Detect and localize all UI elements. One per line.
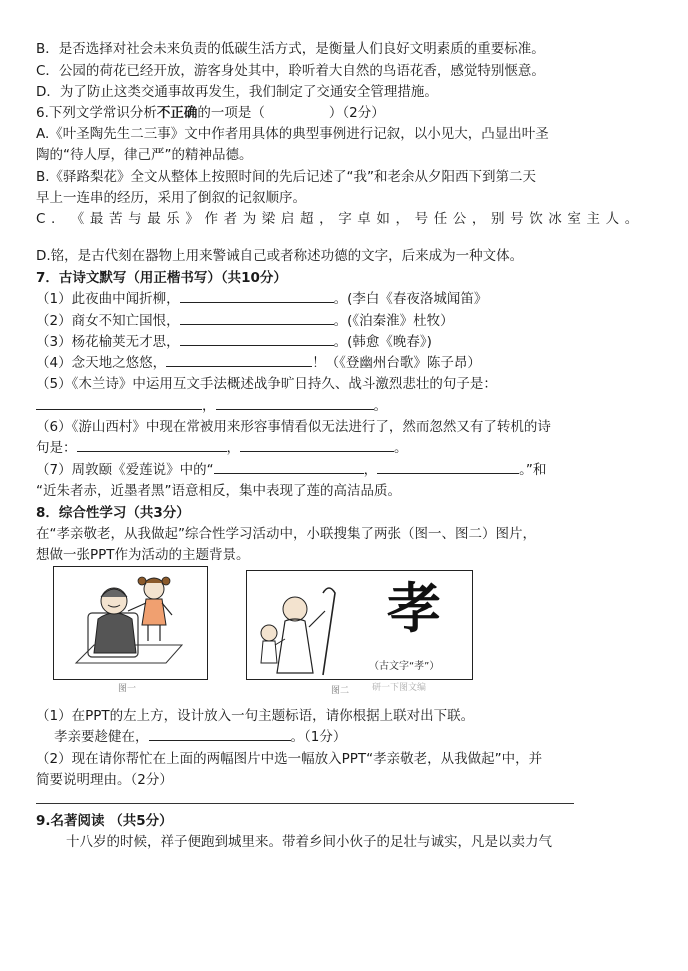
q8-title: 8．综合性学习（共3分）: [36, 505, 190, 521]
q6-stem-part1: 6.下列文学常识分析: [36, 105, 157, 121]
q7-item-2-blank[interactable]: [180, 312, 334, 325]
q6-option-d: D.铭，是古代刻在器物上用来警诫自己或者称述功德的文字，后来成为一种文体。: [36, 248, 524, 264]
q7-item-5-prompt: （5）《木兰诗》中运用互文手法概述战争旷日持久、战斗激烈悲壮的句子是：: [36, 376, 497, 392]
q7-item-7: [36, 461, 546, 479]
q7-item-7-end: 。”和: [519, 462, 547, 478]
q6-stem-bold: 不正确: [156, 105, 198, 121]
q7-item-6-prompt: （6）《游山西村》中现在常被用来形容事情看似无法进行了，然而忽然又有了转机的诗: [36, 419, 551, 435]
figure-2: [246, 570, 473, 680]
q5-option-c: C．公园的荷花已经开放，游客身处其中，聆听着大自然的鸟语花香，感觉特别惬意。: [36, 63, 545, 79]
q7-item-4-prompt: （4）念天地之悠悠，: [36, 355, 167, 371]
q8-sub-1-answer: [54, 728, 346, 746]
q7-item-7-comma: ，: [363, 462, 378, 478]
q7-item-3: [36, 333, 432, 351]
q6-option-b-line2: 早上一连串的经历，采用了倒叙的记叙顺序。: [36, 190, 306, 206]
ancient-xiao-character: 孝: [387, 576, 441, 640]
q7-item-7-prompt: （7）周敦颐《爱莲说》中的“: [36, 462, 214, 478]
q6-stem-part2: 的一项是（: [197, 105, 265, 121]
q7-item-1-prompt: （1）此夜曲中闻折柳，: [36, 291, 180, 307]
q7-item-4: [36, 354, 481, 372]
q8-sub-1: （1）在PPT的左上方，设计放入一句主题标语，请你根据上联对出下联。: [36, 708, 475, 724]
q9-passage-line1: 十八岁的时候，祥子便跑到城里来。带着乡间小伙子的足壮与诚实，凡是以卖力气: [66, 834, 552, 850]
q7-item-1: [36, 290, 487, 308]
figure-2-inner-label: （古文字“孝”）: [369, 661, 440, 672]
q5-option-d: D．为了防止这类交通事故再发生，我们制定了交通安全管理措施。: [36, 84, 438, 100]
q7-item-2-source: 。(《泊秦淮》杜牧）: [333, 313, 454, 329]
watermark: 研一下图文编: [372, 683, 427, 693]
q8-sub-2-line2: 简要说明理由。（2分）: [36, 772, 173, 788]
q9-title: 9.名著阅读 （共5分）: [36, 813, 173, 829]
q7-item-6-lead: 句是：: [36, 440, 77, 456]
q7-item-6-comma: ，: [226, 440, 240, 456]
q7-item-2: [36, 312, 454, 330]
q7-item-3-source: 。(韩愈《晚春》): [333, 334, 432, 350]
q6-option-b-line1: B.《驿路梨花》全文从整体上按照时间的先后记述了“我”和老余从夕阳西下到第二天: [36, 169, 537, 185]
q6-option-c: C. 《最苦与最乐》作者为梁启超，字卓如，号任公，别号饮冰室主人。: [36, 211, 644, 227]
q7-item-7-blank-1[interactable]: [214, 461, 364, 474]
q8-intro-line1: 在“孝亲敬老，从我做起”综合性学习活动中，小联搜集了两张（图一、图二）图片，: [36, 526, 536, 542]
q8-sub-2-line1: （2）现在请你帮忙在上面的两幅图片中选一幅放入PPT“孝亲敬老，从我做起”中，并: [36, 751, 543, 767]
q7-item-6-blank-2[interactable]: [240, 439, 394, 452]
q7-item-1-source: 。(李白《春夜洛城闻笛》: [333, 291, 488, 307]
q7-item-5-blank-1[interactable]: [36, 397, 202, 410]
q7-item-7-continuation: “近朱者赤，近墨者黑”语意相反，集中表现了莲的高洁品质。: [36, 483, 401, 499]
figure-2-caption: 图二: [331, 686, 350, 696]
q7-item-6-answer: [36, 439, 408, 457]
q7-item-4-blank[interactable]: [166, 354, 312, 367]
q7-item-4-source: ！（《登幽州台歌》陈子昂）: [312, 355, 481, 371]
q6-option-a-line1: A.《叶圣陶先生二三事》文中作者用具体的典型事例进行记叙，以小见大，凸显出叶圣: [36, 126, 549, 142]
q7-item-6-blank-1[interactable]: [77, 439, 227, 452]
q8-sub-1-score: 。（1分）: [290, 729, 347, 745]
q7-title: 7．古诗文默写（用正楷书写）（共10分）: [36, 270, 287, 286]
figure-1: [53, 566, 208, 680]
q7-item-5-end: 。: [373, 398, 387, 414]
q7-item-7-blank-2[interactable]: [377, 461, 519, 474]
section-divider: [36, 803, 574, 804]
q8-intro-line2: 想做一张PPT作为活动的主题背景。: [36, 547, 250, 563]
q6-option-a-line2: 陶的“待人厚，律己严”的精神品德。: [36, 147, 253, 163]
q7-item-3-prompt: （3）杨花榆荚无才思，: [36, 334, 180, 350]
q8-sub-1-blank[interactable]: [149, 728, 291, 741]
q7-item-5-blank-2[interactable]: [216, 397, 374, 410]
q7-item-5-comma: ，: [202, 398, 216, 414]
q7-item-2-prompt: （2）商女不知亡国恨，: [36, 313, 180, 329]
q6-stem: [36, 104, 385, 122]
q7-item-5-answer: [36, 397, 387, 415]
q7-item-1-blank[interactable]: [180, 290, 334, 303]
q7-item-6-end: 。: [394, 440, 408, 456]
q6-stem-part3: ）（2分）: [328, 105, 385, 121]
q7-item-3-blank[interactable]: [180, 333, 334, 346]
q5-option-b: B．是否选择对社会未来负责的低碳生活方式，是衡量人们良好文明素质的重要标准。: [36, 41, 545, 57]
q8-sub-1-upper-couplet: 孝亲要趁健在，: [54, 729, 149, 745]
figure-1-illustration: [54, 567, 207, 679]
figure-1-caption: 图一: [118, 684, 137, 694]
